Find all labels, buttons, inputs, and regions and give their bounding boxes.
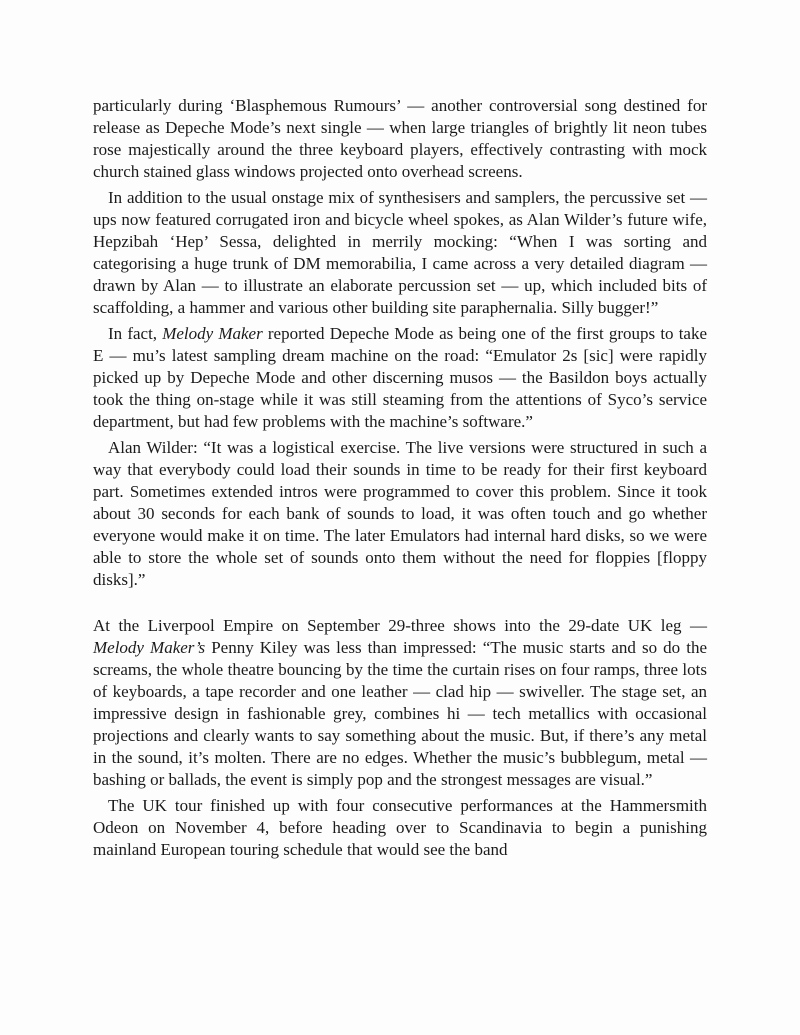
italic-text-run: Melody Maker <box>162 324 263 343</box>
text-run: reported Depeche Mode as being one of the first groups to take E — mu’s latest sampling dream machine on the road: “Emulator 2s [sic] were rapidly picked up by Depeche Mode and other discerning musos — the Basildon boys actually took the thing on-stage while it was still steaming from the attentions of Syco’s service department, but had few problems with the machine’s software.” <box>93 324 708 431</box>
text-run: In addition to the usual onstage mix of synthesisers and samplers, the percussive set — ups now featured corrugated iron and bicycle wheel spokes, as Alan Wilder’s future wife, Hepzibah ‘Hep’ Sessa, delighted in merrily mocking: “When I was sorting and categorising a huge trunk of DM memorabilia, I came across a very detailed diagram — drawn by Alan — to illustrate an elaborate percussion set — up, which included bits of scaffolding, a hammer and various other building site paraphernalia. Silly bugger!” <box>93 188 707 317</box>
text-run: particularly during ‘Blasphemous Rumours’ — another controversial song destined for release as Depeche Mode’s next single — when large triangles of brightly lit neon tubes rose majestically around the three keyboard players, effectively contrasting with mock church stained glass windows projected onto overhead screens. <box>93 96 707 181</box>
paragraph <box>93 95 707 183</box>
paragraph <box>93 437 707 591</box>
paragraph <box>93 323 707 433</box>
text-run: The UK tour finished up with four consecutive performances at the Hammersmith Odeon on November 4, before heading over to Scandinavia to begin a punishing mainland European touring schedule that would see the band <box>93 796 707 859</box>
text-run: Alan Wilder: “It was a logistical exercise. The live versions were structured in such a way that everybody could load their sounds in time to be ready for their first keyboard part. Sometimes extended intros were programmed to cover this problem. Since it took about 30 seconds for each bank of sounds to load, it was often touch and go whether everyone would make it on time. The later Emulators had internal hard disks, so we were able to store the whole set of sounds onto them without the need for floppies [floppy disks].” <box>93 438 707 589</box>
paragraph <box>93 615 707 791</box>
text-run: Penny Kiley was less than impressed: “The music starts and so do the screams, the whole theatre bouncing by the time the curtain rises on four ramps, three lots of keyboards, a tape recorder and one leather — clad hip — swiveller. The stage set, an impressive design in fashionable grey, combines hi — tech metallics with occasional projections and clearly wants to say something about the music. But, if there’s any metal in the sound, it’s molten. There are no edges. Whether the music’s bubblegum, metal — bashing or ballads, the event is simply pop and the strongest messages are visual.” <box>93 638 707 789</box>
page-text <box>93 95 707 865</box>
text-run: At the Liverpool Empire on September 29-three shows into the 29-date UK leg — <box>93 616 707 635</box>
paragraph <box>93 795 707 861</box>
text-run: In fact, <box>108 324 163 343</box>
paragraph <box>93 187 707 319</box>
italic-text-run: Melody Maker’s <box>93 638 206 657</box>
